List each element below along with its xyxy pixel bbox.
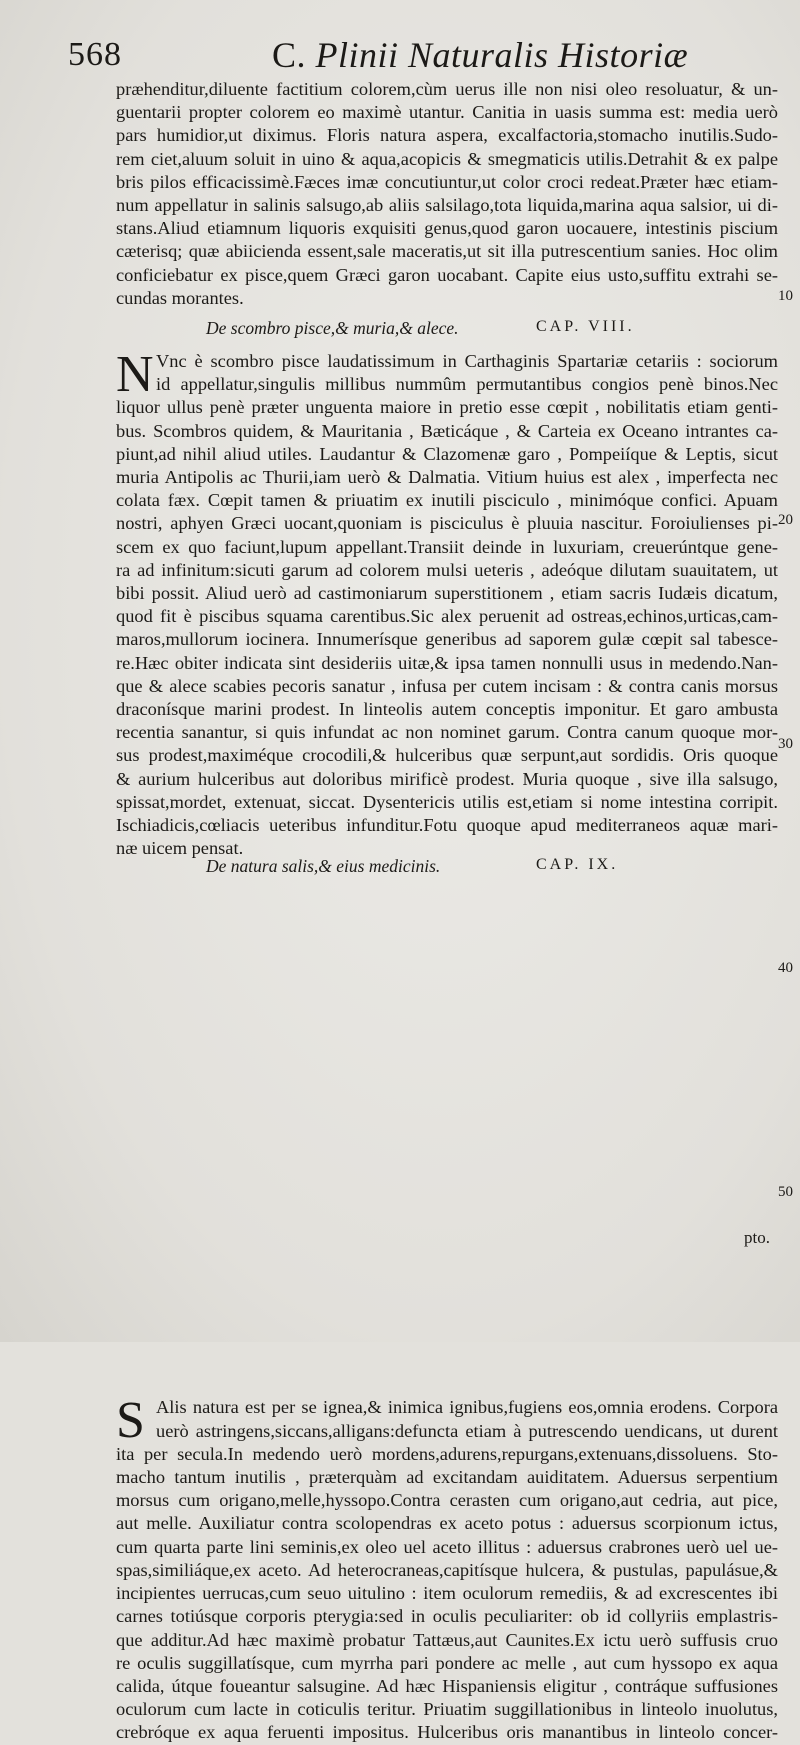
text-line: præhenditur,diluente factitium colorem,cùm uerus ille non nisi oleo resoluatur, & un- xyxy=(116,79,778,99)
text-line: re oculis suggillatísque, cum myrrha pari pondere ac melle , aut cum hyssopo ex aqua xyxy=(116,1652,778,1673)
text-line: calida, útque foueantur salsugine. Ad hæc Hispaniensis eligitur , contráque suffusiones xyxy=(116,1675,778,1696)
running-title xyxy=(272,34,688,76)
text-line: bibi possit. Aliud uerò ad castimoniarum superstitionem , etiam sacris Iudæis dicatum, xyxy=(116,583,778,604)
drop-cap: S xyxy=(116,1392,145,1450)
paragraph-block-2 xyxy=(116,346,778,860)
page-number: 568 xyxy=(68,36,122,73)
text-line: scem ex quo faciunt,lupum appellant.Transiit deinde in luxuriam, creuerúntque gene- xyxy=(116,536,778,557)
text-line: que & alece scabies pecoris sanatur , infusa per cutem incisam : & contra canis morsus xyxy=(116,675,778,696)
drop-cap: N xyxy=(116,346,154,403)
chapter-heading-viii xyxy=(206,318,726,339)
text-line: id appellatur,singulis millibus nummûm permutantibus congios penè binos.Nec xyxy=(156,374,778,395)
text-line: bris pilos efficacissimè.Fæces imæ concutiuntur,ut color croci redeat.Præter hæc etiam- xyxy=(116,171,778,192)
running-title-main: Plinii Naturalis Historiæ xyxy=(315,35,689,75)
text-line: liquor ullus penè præter unguenta maiore in pretio esse cœpit , nobilitatis etiam genti- xyxy=(116,397,778,418)
text-line: recentia sanantur, si quis infundat ac non nominet garum. Contra canum quoque mor- xyxy=(116,722,778,743)
text-line: que additur.Ad hæc maximè probatur Tattæus,aut Caunites.Ex ictu uerò suffusis cruo xyxy=(116,1629,778,1650)
text-line: uerò astringens,siccans,alligans:defuncta etiam à putrescendo uendicans, ut durent xyxy=(156,1420,778,1441)
chapter-title: De scombro pisce,& muria,& alece. xyxy=(206,318,459,338)
text-line: colata fæx. Cœpit tamen & priuatim ex inutili pisciculo , minimóque confici. Apuam xyxy=(116,490,778,511)
text-line: crebróque ex aqua feruenti impositus. Hulceribus oris manantibus in linteolo concer- xyxy=(116,1722,778,1743)
text-line: draconísque marini prodest. In linteolis autem conceptis imponitur. Et garo ambusta xyxy=(116,699,778,720)
text-line: sus prodest,maximéque crocodili,& hulceribus quæ serpunt,aut sordidis. Oris quoque xyxy=(116,745,778,766)
text-line: piunt,ad nihil aliud utiles. Laudantur & Clazomenæ garo , Pompeiíque & Leptis, sicut xyxy=(116,443,778,464)
text-line: re.Hæc obiter indicata sint desideriis uitæ,& ipsa tamen nonnulli usus in medendo.Nan- xyxy=(116,652,778,673)
text-line: carnes totiúsque corporis pterygia:sed in oculis peculiariter: ob id collyriis emplastris- xyxy=(116,1606,778,1627)
text-line: stans.Aliud etiamnum liquoris exquisiti genus,quod garon uocauere, intestinis piscium xyxy=(116,218,778,239)
text-line: oculorum cum lacte in coticulis teritur. Priuatim suggillationibus in linteolo inuolutus, xyxy=(116,1699,778,1720)
margin-line-number: 20 xyxy=(778,512,793,528)
text-line: rem ciet,aluum soluit in uino & aqua,acopicis & smegmaticis utilis.Detrahit & ex palpe xyxy=(116,148,778,169)
text-line: ra ad infinitum:sicuti garum ad colorem mulsi ueteris , adeóque dilutam suauitatem, ut xyxy=(116,559,778,580)
text-line: cundas morantes. xyxy=(116,287,244,308)
text-line: macho tantum inutilis , præterquàm ad excitandam auiditatem. Aduersus serpentium xyxy=(116,1467,778,1488)
text-line: ita per secula.In medendo uerò mordens,adurens,repurgans,extenuans,dissoluens. Sto- xyxy=(116,1443,778,1464)
chapter-heading-ix xyxy=(206,856,726,877)
running-title-prefix: C. xyxy=(272,35,307,75)
chapter-number: CAP. VIII. xyxy=(536,318,635,335)
text-line: morsus cum origano,melle,hyssopo.Contra cerasten cum origano,aut cedria, aut pice, xyxy=(116,1490,778,1511)
chapter-title: De natura salis,& eius medicinis. xyxy=(206,856,441,876)
text-line: aut melle. Auxiliatur contra scolopendras ex aceto potus : aduersus scorpionum ictus, xyxy=(116,1513,778,1534)
text-line: pars humidior,ut diximus. Floris natura aspera, excalfactoria,stomacho inutilis.Sudo- xyxy=(116,125,778,146)
text-line: Vnc è scombro pisce laudatissimum in Carthaginis Spartariæ cetariis : sociorum xyxy=(156,351,778,371)
catchword: pto. xyxy=(744,1228,770,1247)
text-line: maros,mullorum iocinera. Innumerísque generibus ad saporem gulæ cœpit sal tabesce- xyxy=(116,629,778,650)
text-line: spas,similiáque,ex aceto. Ad heterocraneas,capitísque hulcera, & pustulas, papulásue,& xyxy=(116,1559,778,1580)
text-line: Alis natura est per se ignea,& inimica ignibus,fugiens eos,omnia erodens. Corpora xyxy=(156,1397,778,1418)
margin-line-number: 50 xyxy=(778,1184,793,1200)
text-line: nostri, aphyen Græci uocant,quoniam is pisciculus è pluuia nascitur. Foroiulienses pi- xyxy=(116,513,778,534)
text-line: bus. Scombros quidem, & Mauritania , Bæticáque , & Carteia ex Oceano intrantes ca- xyxy=(116,420,778,441)
margin-line-number: 30 xyxy=(778,736,793,752)
text-line: quod fit è piscibus squama carentibus.Sic alex peruenit ad ostreas,echinos,urticas,cam- xyxy=(116,606,778,627)
paragraph-block-1 xyxy=(116,78,778,310)
text-line: incipientes uerrucas,cum seuo uitulino : item oculorum remediis, & ad excrescentes ibi xyxy=(116,1583,778,1604)
chapter-number: CAP. IX. xyxy=(536,856,619,873)
text-line: conficiebatur ex pisce,quem Græci garon uocabant. Capite eius usto,suffitu extrahi se- xyxy=(116,264,778,285)
paragraph-block-3 xyxy=(116,1392,778,1744)
text-line: guentarii propter colorem eo maximè utantur. Canitia in uasis summa est: media uerò xyxy=(116,102,778,123)
text-line: & aurium hulceribus aut doloribus mirificè prodest. Muria quoque , sive illa salsugo, xyxy=(116,768,778,789)
text-line: næ uicem pensat. xyxy=(116,838,244,859)
text-line: muria Antipolis ac Thurii,iam uerò & Dalmatia. Vitium huius est alex , imperfecta nec xyxy=(116,467,778,488)
text-line: cum quarta parte lini seminis,ex oleo uel aceto illitus : aduersus crabrones uerò uel ue- xyxy=(116,1536,778,1557)
margin-line-number: 40 xyxy=(778,960,793,976)
margin-line-number: 10 xyxy=(778,288,793,304)
text-line: spissat,mordet, extenuat, siccat. Dysentericis utilis est,etiam si nome intestina corripit. xyxy=(116,791,778,812)
text-line: num appellatur in salinis salsugo,ab aliis salsilago,tota liquida,marina aqua salsior, ui di- xyxy=(116,195,778,216)
text-line: Ischiadicis,cœliacis ueteribus infunditur.Fotu quoque apud mediterraneos aquæ mari- xyxy=(116,815,778,836)
text-line: cæterisq; quæ abiicienda essent,sale maceratis,ut sit illa putrescentium sanies. Hoc olim xyxy=(116,241,778,262)
